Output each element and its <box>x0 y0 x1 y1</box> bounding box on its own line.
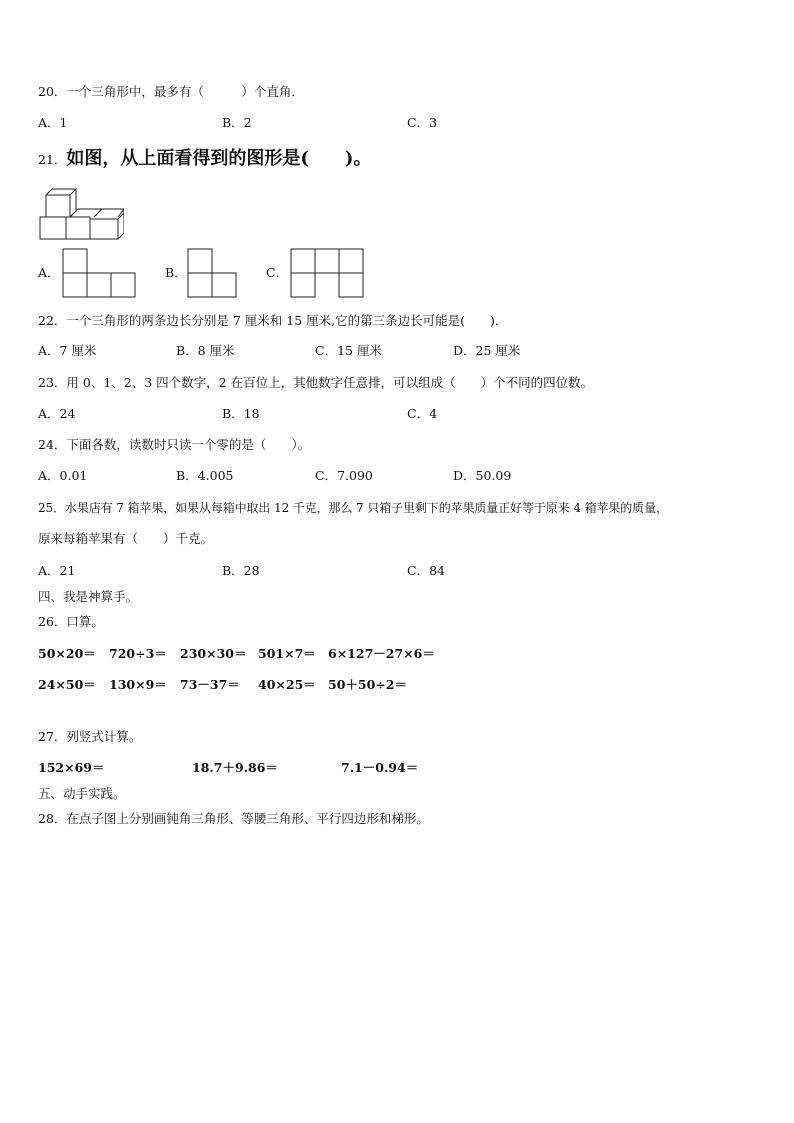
q25-option-a: A．21 <box>38 563 76 578</box>
q26-row1-item4: 501×7＝ <box>258 646 316 661</box>
q26-row1-item1: 50×20＝ <box>38 646 96 661</box>
q22-option-c: C．15 厘米 <box>315 343 382 358</box>
q23-option-c: C．4 <box>407 406 438 421</box>
q21-option-b-label: B． <box>165 265 187 280</box>
q24-option-d: D．50.09 <box>453 468 512 483</box>
q23-stem: 23．用 0、1、2、3 四个数字，2 在百位上，其他数字任意排，可以组成（ ）个不同的四位数。 <box>38 375 594 390</box>
q20-option-a: A．1 <box>38 115 68 130</box>
q21-option-a-label: A． <box>38 265 60 280</box>
q24-option-b: B．4.005 <box>176 468 234 483</box>
q27-item3: 7.1－0.94＝ <box>341 760 419 775</box>
q28-stem: 28．在点子图上分别画钝角三角形、等腰三角形、平行四边形和梯形。 <box>38 811 429 826</box>
q21-option-a-figure <box>62 248 138 298</box>
q21-title <box>38 148 371 170</box>
q26-row2-item2: 130×9＝ <box>109 677 167 692</box>
q21-number: 21． <box>38 152 67 167</box>
q24-stem: 24．下面各数，读数时只读一个零的是（ ）。 <box>38 437 311 452</box>
q22-option-b: B．8 厘米 <box>176 343 235 358</box>
q27-item2: 18.7＋9.86＝ <box>192 760 278 775</box>
q23-option-a: A．24 <box>38 406 76 421</box>
q21-option-c-figure <box>290 248 368 298</box>
q21-option-b-figure <box>187 248 239 298</box>
q23-option-b: B．18 <box>222 406 260 421</box>
q26-row1-item2: 720÷3＝ <box>109 646 167 661</box>
q25-option-c: C．84 <box>407 563 445 578</box>
q25-stem-line2: 原来每箱苹果有（ ）千克。 <box>38 531 214 546</box>
q21-option-c-label: C． <box>266 265 289 280</box>
section-5-heading: 五、动手实践。 <box>38 786 126 801</box>
q20-option-b: B．2 <box>222 115 252 130</box>
q27-stem: 27．列竖式计算。 <box>38 729 142 744</box>
q25-stem-line1: 25．水果店有 7 箱苹果，如果从每箱中取出 12 千克，那么 7 只箱子里剩下的苹果质量正好等于原来 4 箱苹果的质量， <box>38 501 668 515</box>
q26-row2-item4: 40×25＝ <box>258 677 316 692</box>
q24-option-c: C．7.090 <box>315 468 373 483</box>
q21-cube-figure <box>38 183 124 243</box>
q21-stem: 如图，从上面看得到的图形是( )。 <box>66 148 372 169</box>
q26-row1-item3: 230×30＝ <box>180 646 247 661</box>
q26-row2-item5: 50＋50÷2＝ <box>328 677 407 692</box>
q26-stem: 26．口算。 <box>38 614 104 629</box>
q20-option-c: C．3 <box>407 115 438 130</box>
q22-stem: 22．一个三角形的两条边长分别是 7 厘米和 15 厘米,它的第三条边长可能是( ). <box>38 313 499 328</box>
q27-item1: 152×69＝ <box>38 760 105 775</box>
q26-row2-item3: 73－37＝ <box>180 677 240 692</box>
section-4-heading: 四、我是神算手。 <box>38 589 139 604</box>
q26-row2-item1: 24×50＝ <box>38 677 96 692</box>
q25-option-b: B．28 <box>222 563 260 578</box>
q22-option-a: A．7 厘米 <box>38 343 97 358</box>
q22-option-d: D．25 厘米 <box>453 343 521 358</box>
q26-row1-item5: 6×127－27×6＝ <box>328 646 435 661</box>
q20-stem: 20．一个三角形中，最多有（ ）个直角． <box>38 84 304 99</box>
q24-option-a: A．0.01 <box>38 468 88 483</box>
